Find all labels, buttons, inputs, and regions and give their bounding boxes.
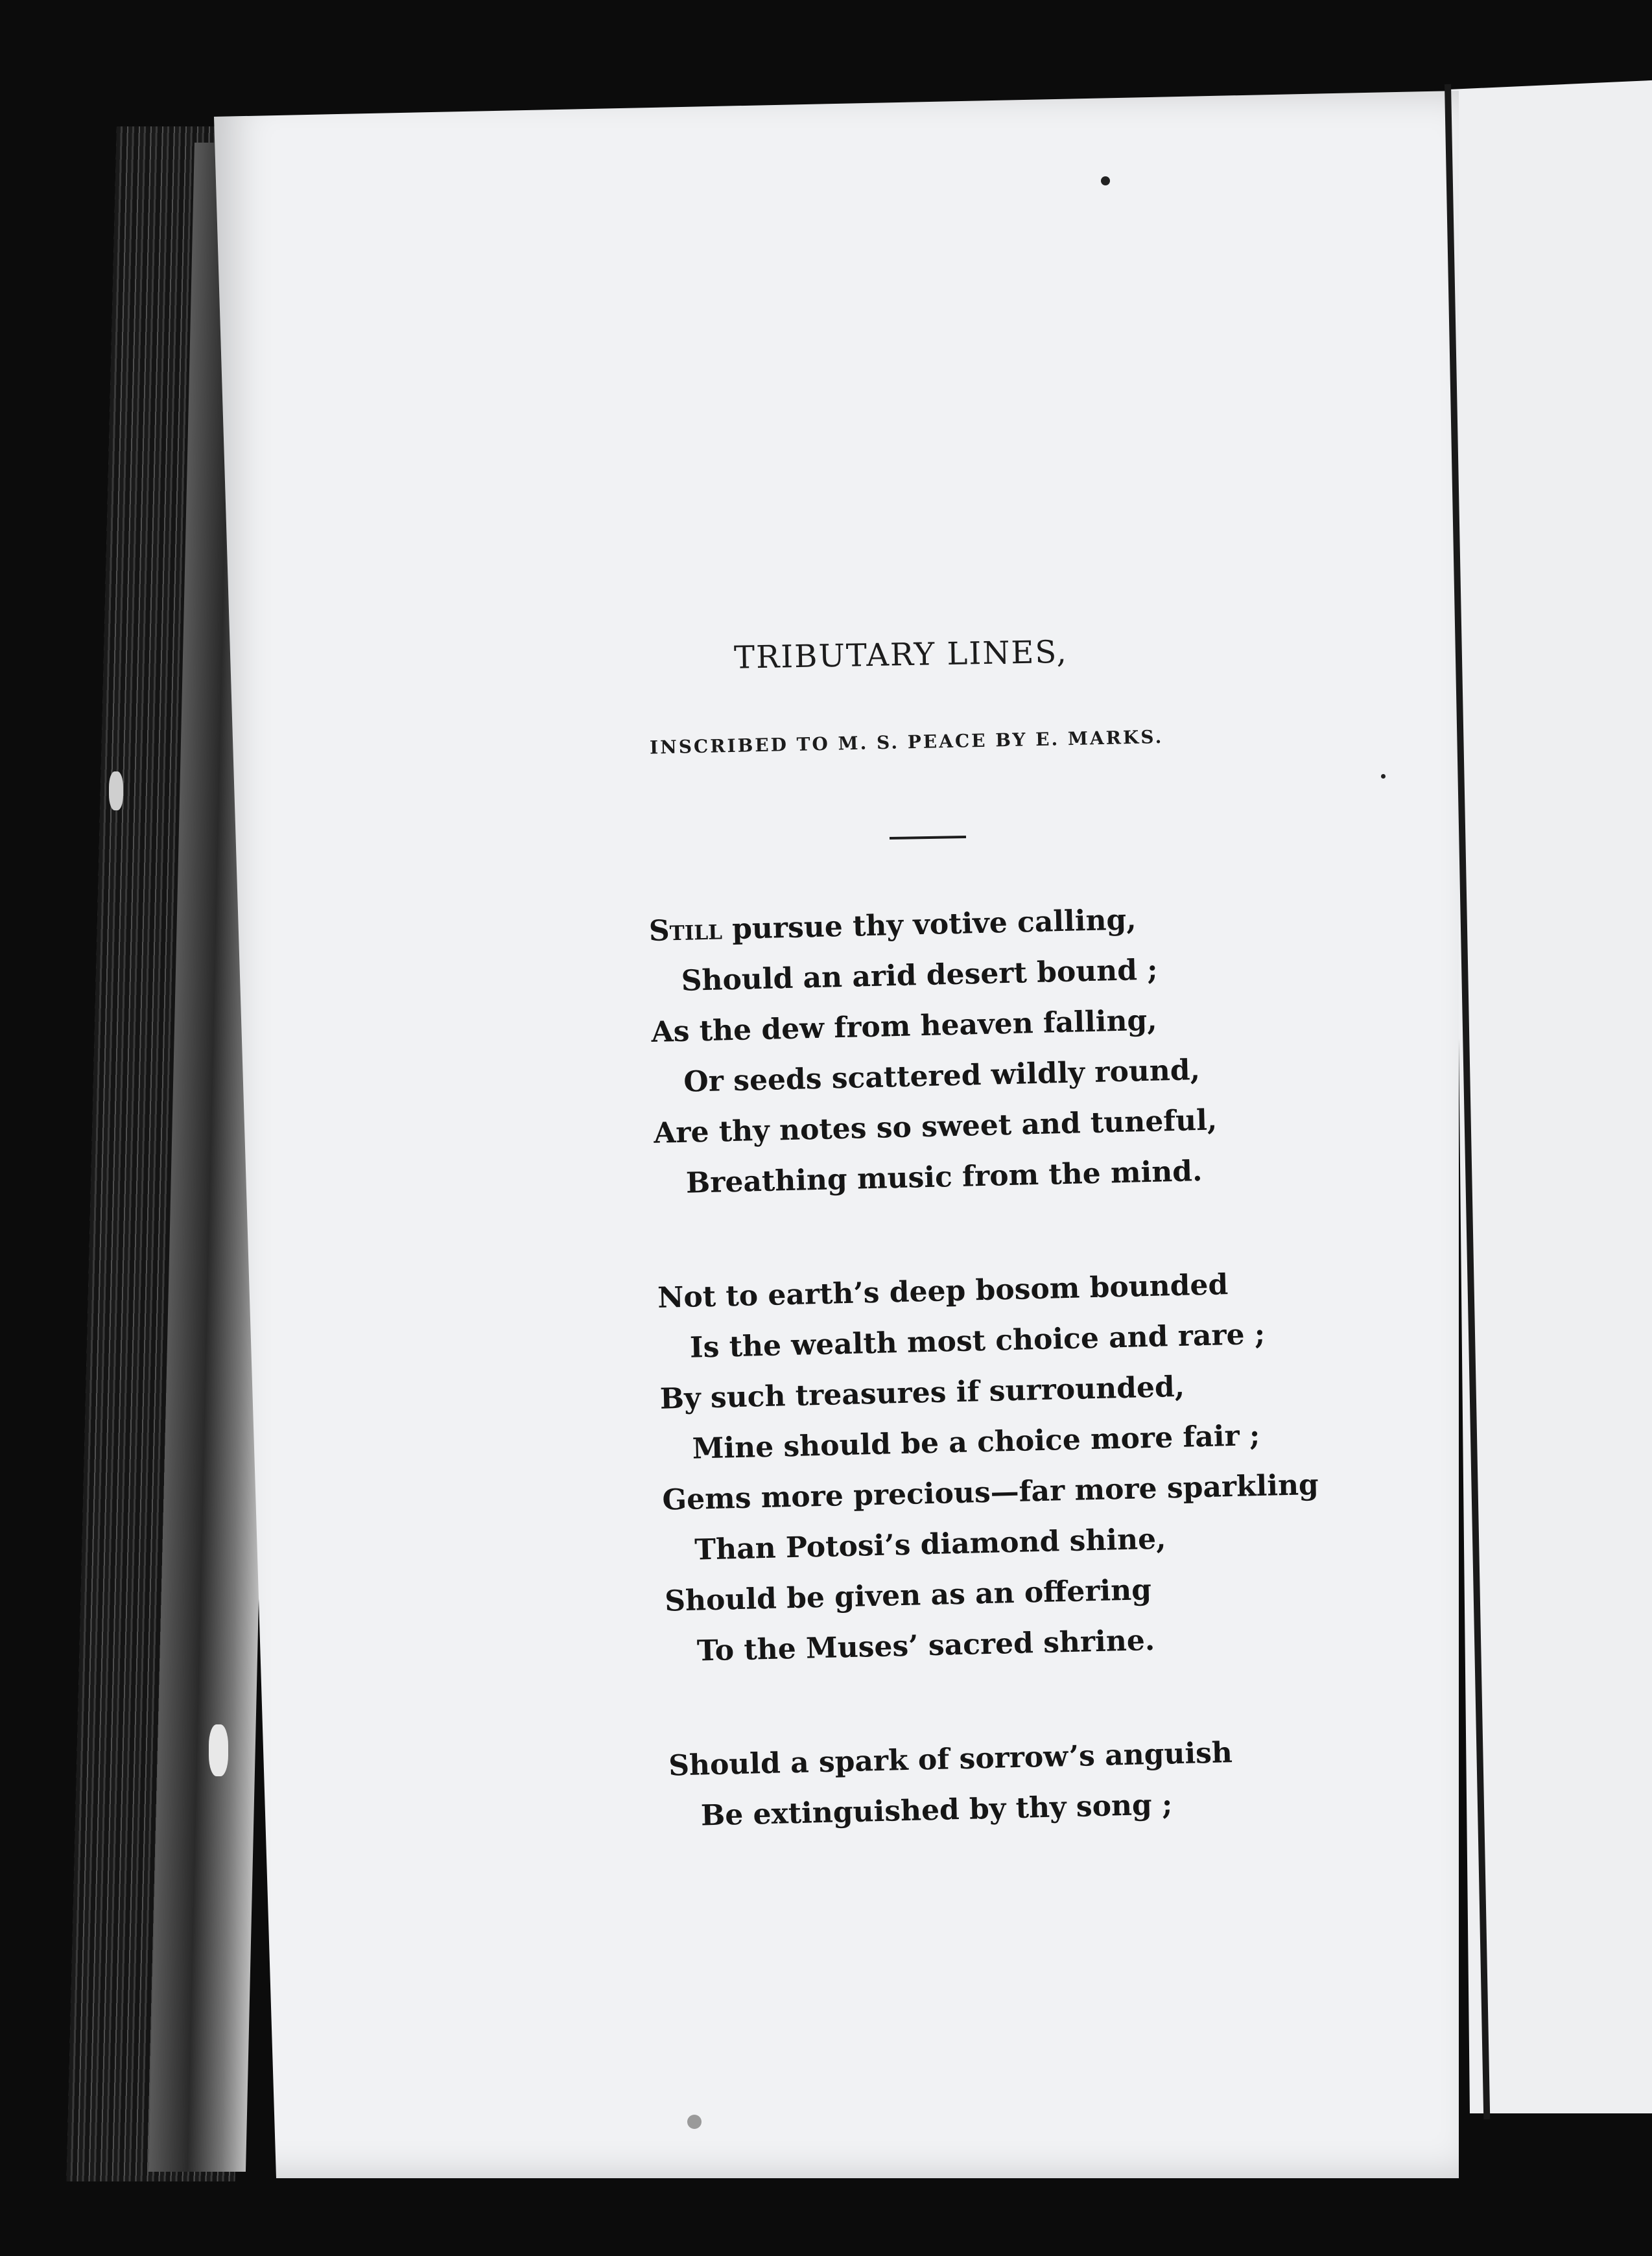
poem-line: Are thy notes so sweet and tuneful,: [653, 1103, 1218, 1150]
poem-line: Mine should be a choice more fair ;: [692, 1419, 1260, 1466]
poem-line: Not to earth’s deep bosom bounded: [657, 1268, 1229, 1315]
poem-line: Should a spark of sorrow’s anguish: [668, 1736, 1233, 1783]
stanza-3: [668, 1726, 1318, 1842]
poem-line: Breathing music from the mind.: [685, 1154, 1203, 1200]
poem-line: Or seeds scattered wildly round,: [683, 1053, 1201, 1099]
poem-line: Than Potosi’s diamond shine,: [694, 1522, 1166, 1567]
poem-line: As the dew from heaven falling,: [650, 1004, 1158, 1049]
poem-first-word: Still: [648, 913, 723, 948]
poem-line: Be extinguished by thy song ;: [700, 1788, 1173, 1833]
title-divider: [890, 836, 966, 840]
poem-line: Should be given as an offering: [664, 1573, 1152, 1618]
poem-line: Is the wealth most choice and rare ;: [689, 1317, 1266, 1365]
paper-tear: [109, 771, 123, 810]
poem-body: [648, 891, 1320, 1905]
ink-speck: [687, 2115, 702, 2129]
poem-first-line-rest: pursue thy votive calling,: [722, 903, 1137, 946]
stanza-2: [657, 1258, 1319, 1677]
poem-dedication: INSCRIBED TO M. S. PEACE BY E. MARKS.: [649, 725, 1164, 758]
ink-speck: [1381, 774, 1386, 779]
paper-tear: [209, 1724, 228, 1776]
poem-line: Should an arid desert bound ;: [681, 953, 1159, 998]
poem-line: By such treasures if surrounded,: [659, 1370, 1185, 1416]
stanza-1: [648, 891, 1304, 1209]
poem-line: Gems more precious—far more sparkling: [661, 1468, 1319, 1517]
ink-speck: [1101, 176, 1110, 185]
poem-line: To the Muses’ sacred shrine.: [696, 1623, 1155, 1668]
poem-title: TRIBUTARY LINES,: [733, 633, 1068, 676]
